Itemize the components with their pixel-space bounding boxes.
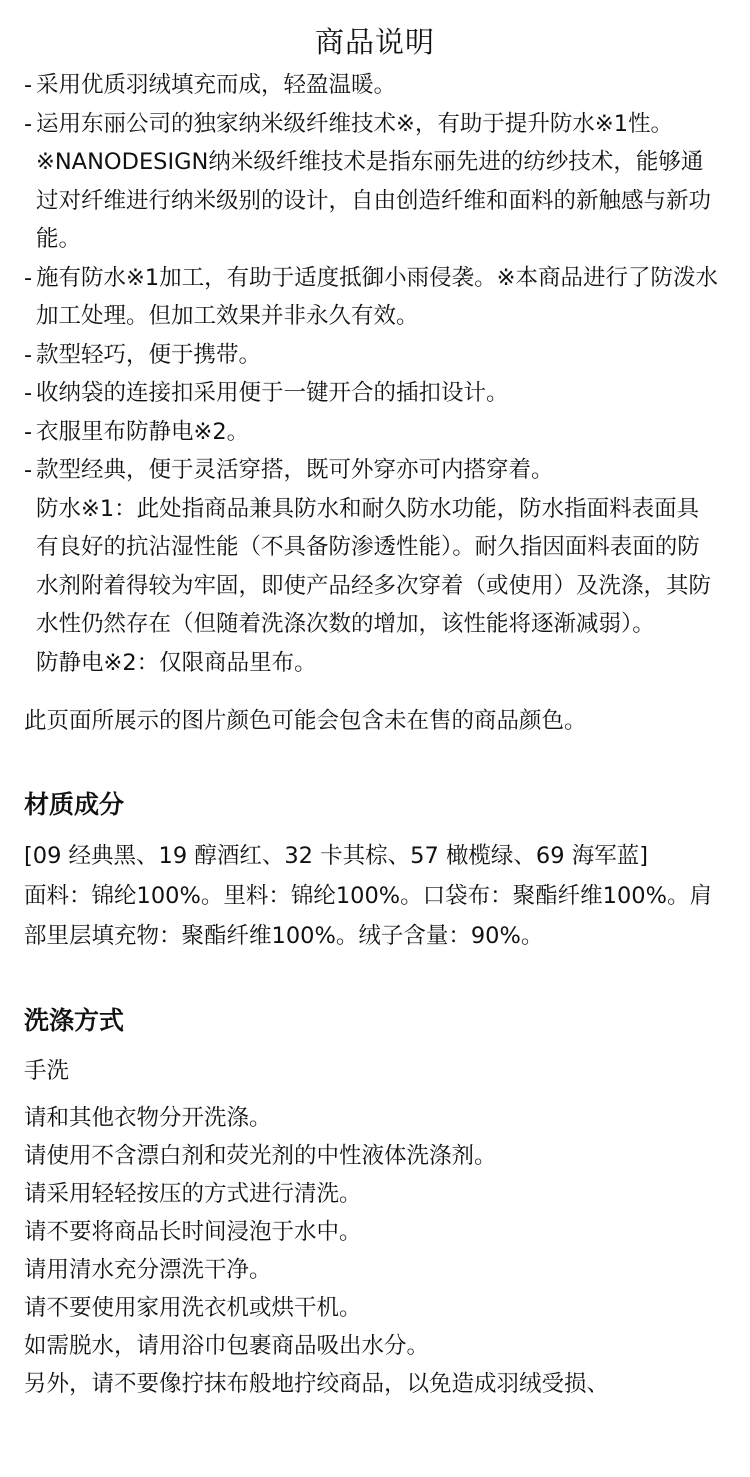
color-disclaimer: 此页面所展示的图片颜色可能会包含未在售的商品颜色。: [24, 708, 587, 734]
wash-method: 手洗: [24, 1057, 70, 1084]
wash-instruction: 请用清水充分漂洗干净。: [24, 1256, 272, 1283]
wash-instruction: 请不要将商品长时间浸泡于水中。: [24, 1218, 362, 1245]
description-bullet: - 收纳袋的连接扣采用便于一键开合的插扣设计。: [24, 380, 509, 406]
description-bullet: - 施有防水※1加工，有助于适度抵御小雨侵袭。※本商品进行了防泼水加工处理。但加工效果并非永久有效。: [24, 264, 719, 329]
wash-instruction: 如需脱水，请用浴巾包裹商品吸出水分。: [24, 1332, 430, 1359]
description-section: [0, 66, 750, 682]
description-bullet: - 运用东丽公司的独家纳米级纤维技术※，有助于提升防水※1性。※NANODESIGN纳米级纤维技术是指东丽先进的纺纱技术，能够通过对纤维进行纳米级别的设计，自由创造纤维和面料的新触感与新功能。: [24, 110, 712, 252]
washing-heading: 洗涤方式: [24, 1005, 125, 1035]
description-bullet: - 采用优质羽绒填充而成，轻盈温暖。: [24, 72, 397, 98]
wash-instruction: 请和其他衣物分开洗涤。: [24, 1104, 272, 1131]
wash-instruction: 请使用不含漂白剂和荧光剂的中性液体洗涤剂。: [24, 1142, 497, 1169]
description-bullet: - 款型轻巧，便于携带。: [24, 341, 262, 368]
page-title: 商品说明: [314, 25, 435, 59]
materials-heading: 材质成分: [24, 789, 125, 819]
materials-section: [0, 836, 750, 956]
antistatic-footnote: 防静电※2：仅限商品里布。: [36, 649, 317, 676]
color-codes-line: [09 经典黑、19 醇酒红、32 卡其棕、57 橄榄绿、69 海军蓝]: [24, 842, 648, 869]
wash-instruction: 请不要使用家用洗衣机或烘干机。: [24, 1294, 362, 1321]
material-composition: 面料：锦纶100%。里料：锦纶100%。口袋布：聚酯纤维100%。肩部里层填充物：聚酯纤维100%。绒子含量：90%。: [24, 882, 712, 949]
wash-instructions: [0, 1099, 750, 1403]
wash-instruction: 请采用轻轻按压的方式进行清洗。: [24, 1180, 362, 1207]
waterproof-footnote: 防水※1：此处指商品兼具防水和耐久防水功能，防水指面料表面具有良好的抗沾湿性能（不具备防渗透性能）。耐久指因面料表面的防水剂附着得较为牢固，即使产品经多次穿着（或使用）及洗涤，其防水性仍然存在（但随着洗涤次数的增加，该性能将逐渐减弱）。: [36, 495, 712, 637]
description-bullet: - 衣服里布防静电※2。: [24, 418, 250, 445]
wash-instruction: 另外，请不要像拧抹布般地拧绞商品，以免造成羽绒受损、: [24, 1370, 610, 1397]
description-bullet: - 款型经典，便于灵活穿搭，既可外穿亦可内搭穿着。: [24, 457, 554, 483]
